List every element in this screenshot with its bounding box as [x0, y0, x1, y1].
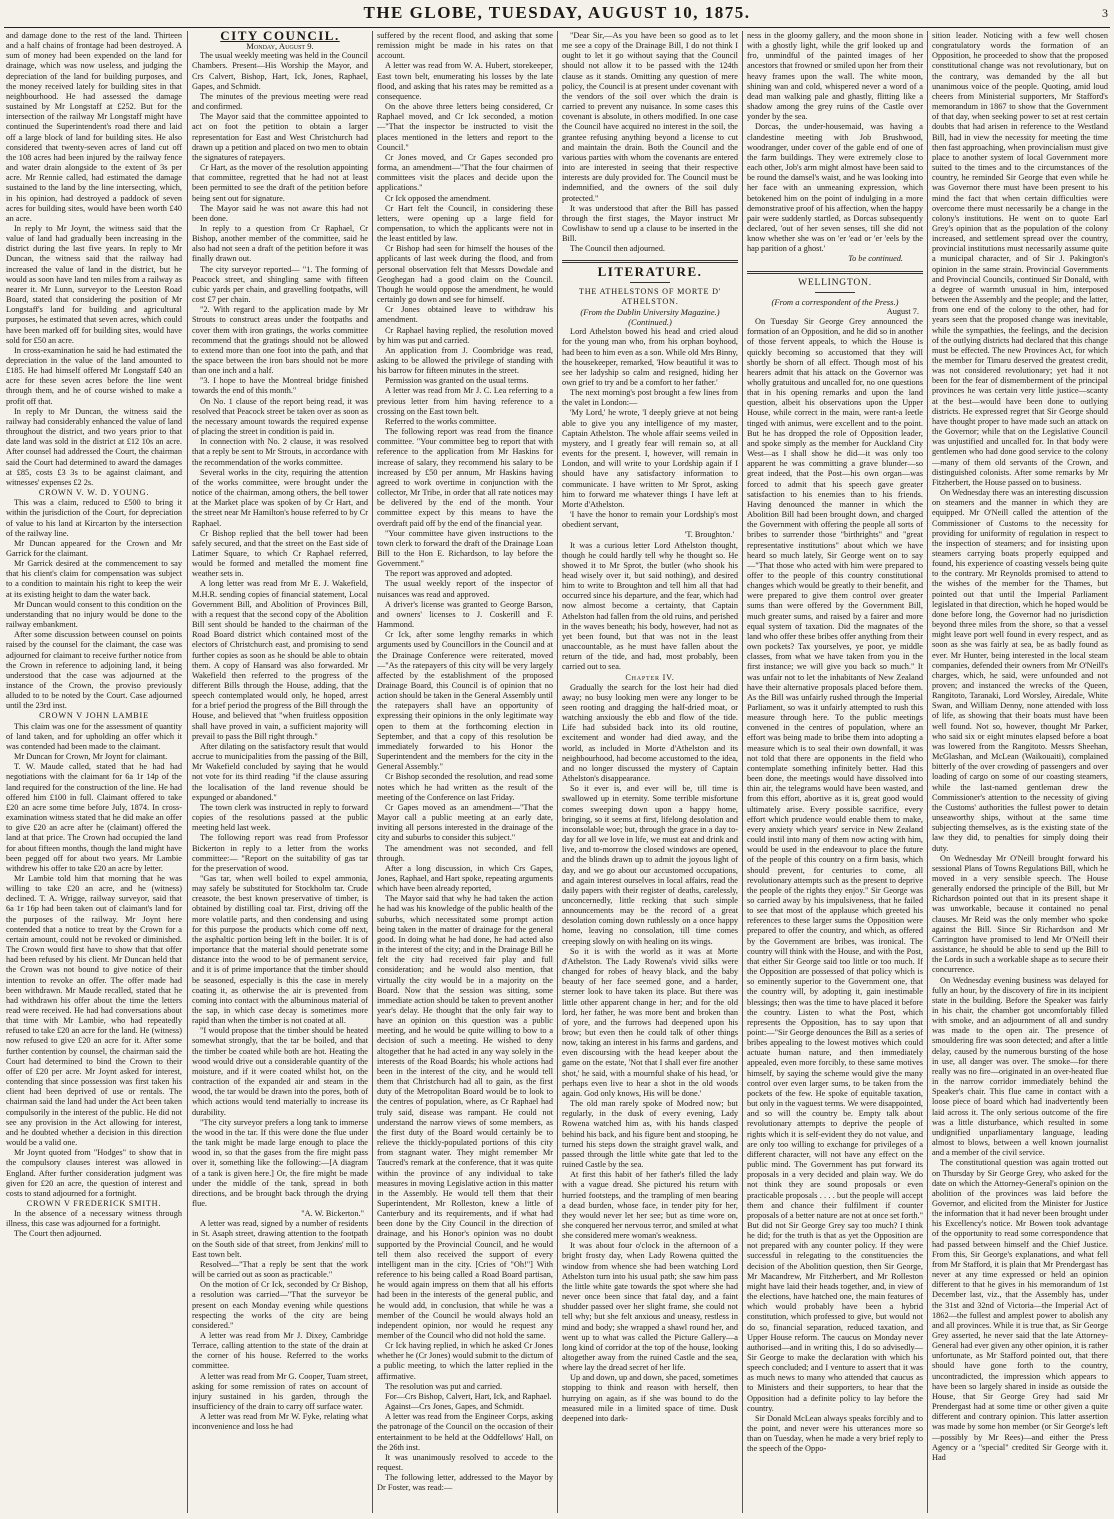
- section-heading: LITERATURE.: [597, 264, 703, 280]
- paragraph: "2. With regard to the application made by Mr Strouts to construct areas under the footpaths and cover them with iron gratings, the works committee recommend that the gratings should not be allowed to extend more than one foot into the path, and that the space between the iron bars should not be more than one inch and a half.: [192, 305, 368, 376]
- paragraph: So it ever is, and ever will be, till time is swallowed up in eternity. Some terrible misfortune comes sweeping down upon a happy home, bringing, so it seems at first, lifelong desolation and inconsolable woe; but, through the grace in a day to-day for all we love in life, we must eat and drink and live, and to-morrow the closed windows are opened, and the blinds drawn up to admit the joyous light of day, and we go about our accustomed occupations, and again interest ourselves in local affairs, read the daily papers with their register of deaths, carelessly, unconcernedly, little recking that such simple announcements may be the record of a great desolation coming down ruthlessly on a once happy home, leaving no consolation, till time comes creeping slowly on with healing on its wings.: [562, 784, 738, 946]
- paragraph: In cross-examination he said he had estimated the depreciation in the value of the land amounted to £185. He had himself offered Mr Longstaff £40 an acre for these seven acres before the line went through them, and he of course wished to make a profit off that.: [6, 345, 182, 406]
- paragraph: Cr Gapes moved as an amendment—"That the Mayor call a public meeting at an early date, inviting all persons interested in the drainage of the city and suburbs to consider this subject.": [377, 802, 553, 843]
- paragraph: The old man rarely spoke of Modred now; but regularly, in the dusk of every evening, Lady Rowena watched him as, with his hands clasped behind his back, and his figure bent and stooping, he turned his steps down the straight gravel walk, and passed through the little white gate that led to the ruined Castle by the sea.: [562, 1099, 738, 1170]
- paragraph: A letter was read from Mr W. Fyke, relating what inconvenience and loss he had: [192, 1412, 368, 1432]
- paragraph: In reply to Mr Duncan, the witness said the railway had considerably enhanced the value of land throughout the district, and two years prior to that date land was sold in the district at £12 10s an acre. After counsel had addressed the Court, the chairman said the Court had determined to award the damages at £85, costs £3 3s to be against claimant, and witnesses' expenses £2 2s.: [6, 406, 182, 487]
- paragraph: This was a claim, reduced to £500 to bring it within the jurisdiction of the Court, for depreciation of value to his land at Kircarton by the intersection of the railway line.: [6, 498, 182, 538]
- paragraph: On the above three letters being considered, Cr Raphael moved, and Cr Ick seconded, a motion—"That the inspector be instructed to visit the places mentioned in the letters and report to the Council.": [377, 102, 553, 152]
- paragraph: On Tuesday Sir George Grey announced the formation of an Opposition, and he did so in another of those fervent appeals, to which the House is quickly becoming so accustomed that they will shortly be shorn of all effect. Though most of his hearers admit that his attack on the Governor was wholly gratuitous and uncalled for, no one questions that in his opening remarks and upon the land question, albeit his observations upon the Upper House, while correct in the main, were rant-a leetle tinged with animus, were excellent and to the point. But he has dropped the role of Opposition leader, and spoke simply as the member for Auckland City West—as I shall show he did—it was only too apparent he was committing a grave blunder—so great indeed, that the Post—his own organ—was forced to admit that his speech gave greater satisfaction to his enemies than to his friends. Having denounced the manner in which the Abolition Bill had been brought down, and charged the Government with offering the people all sorts of bribes to surrender those "birthrights" and "great representative institutions" about which we have heard so much lately, Sir George went on to say—"That those who acted with him were prepared to offer to the people of this country constitutional changes which would be greatly to their benefit, and were prepared to give them control over greater sums than were offered by the Government Bill, much greater sums, and raised by a fairer and more equal system of taxation. Did the magnates of the land who offer these bribes offer anything from their own pockets? Tax yourselves, ye poor, ye middle classes, from what we have taken from you in the first instance; we will give you back so much." It was unfair not to let the inhabitants of New Zealand have their alternative proposals placed before them. As the Bill was unfairly rushed through the Imperial Parliament, so was it unfairly attempted to rush this measure through here. To the public meetings convened in the centres of population, where an effort was being made to bribe them into adopting a measure which is to seal their own downfall, it was not told that there are opponents in the field who contemplate something infinitely better. Had this been done, the meetings would have dissolved into thin air, the telegrams would have been wasted, and from this effort, abortive as it is, great good would ultimately arise. Every possible sacrifice, every effort which prudence would enable them to make, every anxiety which years' service in New Zealand could instil into many of them now acting with him, would be used in the endeavour to place the future of the people of this country on a firm basis, which should prevent, for centuries to come, all revolutionary attempts such as the present to deprive the people of the rights they enjoy." Sir George was so carried away by his impulsiveness, that he failed to see that most of the applause which greeted his references to these larger sums the Opposition were prepared to offer the country, and which, as offered by the Government are bribes, was ironical. The country will think with the House, and with the Post, that either Sir George said too little or too much. If the Opposition are possessed of that policy which is so eminently superior to the Government one, that the country will, by adopting it, gain inestimable blessings; then was the time to have placed it before the country. Listen to what the Post, which represents the Opposition, has to say upon that point:—"Sir George denounces the Bill as a series of bribes appealing to the lowest motives which could actuate human nature, and then immediately appealed, even more forcibly, to these same motives himself, by saying the scheme would give the many control over even larger sums, to be taken from the pockets of the few. He spoke of equitable taxation, but only in the vaguest terms. We were disappointed, and so will the country be. Empty talk about revolutionary attempts to deprive the people of rights which it is self-evident they do not value, and are only too willing to exchange for privileges of a different character, will not have any effect on the public mind. The Government has put forward its proposals in a very decided and plain way. We do not think they are sound proposals or even practicable proposals . . . . but the people will accept them and chance their fulfilment if counter proposals of a better nature are not at once set forth." But did not Sir George Grey say too much? I think he did; for the truth is that as yet the Opposition are not prepared with any counter policy. If they were successful in relegating to the constituencies the decision of the Abolition question, then Sir George, Mr Macandrew, Mr Fitzherbert, and Mr Rolleston might have laid their heads together, and, in view of the elections, have hatched one, the main features of which would probably have been a hybrid constitution, which professed to give, but would not do so, financial separation, reduced taxation, and Upper House reform. The caucus on Monday never authorised—and in writing this, I do so advisedly—Sir George to make the declaration with which his speech concluded; and I venture to assert that it was as much news to many who attended that caucus as to Ministers and their supporters, to hear that the Opposition had a definite policy to lay before the country.: [747, 317, 923, 1413]
- paragraph: It was a curious letter Lord Athelston thought, though he could hardly tell why he thought so. He showed it to Mr Sprot, the butler (who shook his head wisely over it, but said nothing), and desired him to write to Broughton and tell him all that had occurred since his departure, and the fear, which had now almost become a certainty, that Captain Athelston had fallen from the old ruins, and perished in the waves beneath; his body, however, had not as yet been found, but that was not in the least unaccountable, as he must have fallen about the return of the tide, and had, most probably, been carried out to sea.: [562, 540, 738, 672]
- paragraph: A letter was read from Mr J. C. Lea referring to a previous letter from him having reference to a crossing on the East town belt.: [377, 386, 553, 416]
- paragraph: The resolution was put and carried.: [385, 1381, 503, 1391]
- paragraph: "I would propose that the timber should be heated somewhat strongly, that the tar be boiled, and that the timber be coated while both are hot. Heating the wood would drive out a considerable quantity of the moisture, and if it were coated whilst hot, on the contraction of the expanded air and steam in the wood, the tar would be drawn into the pores, both of which actions would tend materially to increase its durability.: [192, 1026, 368, 1117]
- column-6: [932, 31, 1108, 1513]
- paragraph: Lord Athelston bowed his head and cried aloud for the young man who, from his orphan boyhood, had been to him even as a son. While old Mrs Binny, the housekeeper, remarked, 'How beautiful it was to see her ladyship so calm and resigned, hiding her own grief to try and be a comfort to her father.': [562, 327, 738, 387]
- paragraph: sition leader. Noticing with a few well chosen congratulatory words the formation of an Opposition, he proceeded to show that the proposed constitutional change was not revolutionary, but on the contrary, was demanded by the all but unanimous voice of the people. Quoting, amid loud cheers from Ministerial supporters, Mr Stafford's memorandum in 1867 to show that the Government of that day, when seeking power to set at rest certain doubts that had arisen in reference to the Westland Bill, had in view the necessity for meeting the time then fast approaching, when provincialism must give place to another system of local Government more suited to the times and to the circumstances of the country, he reminded Sir George that even while he was Governor there must have been present to his mind the fact that when certain difficulties were overcome there must necessarily be a change in the colony's institutions. He went on to quote Earl Grey's opinion that as the population of the colony increased, and settlement spread over the country, provincial institutions must necessarily assume quite a municipal character, and of Sir J. Pakington's opinion in the same strain. Provincial Governments and Provincial Councils, continued Sir Donald, with a degree of warmth unusual in him, interposed between the Assembly and the people; and the latter, from one end of the colony to the other, had for years seen that the proposed change was inevitable, while the sympathies, the feelings, and the decision of the outlying districts had declared that this change must be effected. The new Provinces Act, for which the member for Timaru deserved the greatest credit, was not considered revolutionary; yet had it not been for the fear of dismemberment of the principal provinces he was certain very little justice—scanty at the best—would have been done to outlying districts. He expressed regret that Sir George should have thought proper to have made such an attack on the Governor; while that on the Legislative Council was unjustified and uncalled for. In that body were gentlemen who had done good service to the colony—many of them old servants of the Crown, and distinguished colonists. After some remarks by Mr Fitzherbert, the House passed on to business.: [932, 31, 1108, 487]
- paragraph: Permission was granted on the usual terms.: [385, 376, 529, 386]
- masthead-rule: [4, 27, 1110, 28]
- short-rule: [630, 282, 670, 283]
- paragraph: Cr Bishop replied that the bell tower had been safely secured, and that the street on the East side of Latimer Square, to which Cr Raphael referred, would be formed and metalled the moment fine weather sets in.: [192, 528, 368, 579]
- paragraph: So it is with the world as it was at Morte d'Athelston. The Lady Rowena's vivid silks were changed for robes of heavy black, and the baby beauty of her face seemed gone, and a harder, sterner look to have taken its place. But there was little other apparent change in her; and for the old lord, her father, he was more bent and broken than of yore, and the furrows had deepened upon his brow; but even then he could talk of other things now, taking an interest in his farms and gardens, and even discoursing with the head keeper about the game on the estate, 'Not that I shall ever fire another shot,' he said, with a mournful shake of his head, 'or perhaps even live to hear a shot in the old woods again. God only knows, His will be done.': [562, 946, 738, 1098]
- short-rule: [815, 292, 855, 293]
- paragraph: T. W. Maude called, stated that he had had negotiations with the claimant for 6a 1r 14p of the land required for the construction of the line. He had offered him £100 in full. Claimant offered to take £20 an acre some time before July, 1874. In cross-examination witness stated that he did make an offer to give £20 an acre after he (claimant) offered the land at that price. The Crown had occupied the land for about fifteen months, though the land might have been pegged off for about two years. Mr Lambie withdrew his offer to take £20 an acre by letter.: [6, 762, 182, 873]
- paragraph: The report was approved and adopted.: [385, 569, 513, 579]
- paragraph: It was about four o'clock in the afternoon of a bright frosty day, when Lady Rowena quitted the window from whence she had been watching Lord Athelston turn into his usual path; she saw him pass the little white gate towards the spot where she had never once been since that fatal day, and a faint shudder passed over her slight frame, she could not tell why; but she felt anxious and uneasy, restless in mind and body; she wrapped a shawl round her, and went up to what was called the Picture Gallery—a long kind of corridor at the top of the house, looking altogether away from the ruined Castle and the sea, where lay the dread secret of her life.: [562, 1241, 738, 1373]
- paragraph: Mr Garrick desired at the commencement to say that his client's claim for compensation was subject to a condition to maintain his right to keep the weir at its existing height to dam the water back.: [6, 559, 182, 599]
- paragraph: Gradually the search for the lost heir had died away; no busy looking men were any longer to be seen rooting and dragging the half-dried moat, or watching anxiously the ebb and flow of the tide. Life had subsided back into its old routine, excitement and wonder had died away, and the world, as included in Morte d'Athelston and its neighbourhood, had become accustomed to the idea, and no longer discussed the mystery of Captain Athelston's disappearance.: [562, 682, 738, 784]
- paragraph: Cr Ick opposed the amendment.: [385, 193, 491, 203]
- column-4: [562, 31, 738, 1513]
- chapter-heading: Chapter IV.: [625, 672, 675, 682]
- paragraph: Referred to the works committee.: [385, 416, 497, 426]
- paragraph: In reply to a question from Cr Raphael, Cr Bishop, another member of the committee, said he also had not seen a draft of the petition before it was finally drawn out.: [192, 223, 368, 264]
- column-divider: [927, 31, 928, 1513]
- section-heading: CITY COUNCIL.: [220, 31, 340, 43]
- paragraph: On No. 1 clause of the report being read, it was resolved that Peacock street be taken over as soon as the necessary amount towards the required expense of placing the street in condition is paid in.: [192, 396, 368, 437]
- paragraph: Cr Raphael having replied, the resolution moved by him was put and carried.: [377, 325, 553, 345]
- paragraph: 'I have the honor to remain your Lordship's most obedient servant,: [562, 510, 738, 530]
- column-divider: [742, 31, 743, 1513]
- paragraph: A letter was read, signed by a number of residents in St. Asaph street, drawing attention to the footpath on the South side of that street, from Jenkins' mill to East town belt.: [192, 1219, 368, 1259]
- paragraph: Cr Ick, after some lengthy remarks in which arguments used by Councillors in the Council and at the Drainage Conference were reiterated, moved—"As the ratepayers of this city will be very largely affected by the establishment of the proposed Drainage Board, this Council is of opinion that no action should be taken in the General Assembly until the ratepayers shall have an opportunity of expressing their opinions in the only legitimate way open to them at the forthcoming election in September, and that a copy of this resolution be immediately forwarded to his Honor the Superintendent and the members for the city in the General Assembly.": [377, 630, 553, 772]
- paragraph: This claim was one for the assessment of quantity of land taken, and for upholding an offer which it was contended had been made to the claimant.: [6, 721, 182, 751]
- paragraph: The amendment was not seconded, and fell through.: [377, 843, 553, 863]
- paragraph: Up and down, up and down, she paced, sometimes stopping to think and reason with herself, then hurrying on again, as if she was bound to do the measured mile in a limited space of time. Dusk deepened into dark-: [562, 1373, 738, 1423]
- signature: 'T. Broughton.': [684, 530, 734, 540]
- paragraph: At first this habit of her father's filled the lady with a vague dread. She pictured his return with hurried footsteps, and the trampling of men bearing a dead burden, whose face, in tender pity for her, they would never let her see; but as time wore on, she conquered her nervous terror, and smiled at what she considered mere woman's weakness.: [562, 1170, 738, 1241]
- paragraph: Against—Crs Jones, Gapes, and Schmidt.: [385, 1402, 524, 1412]
- dateline: August 7.: [886, 306, 919, 316]
- story-source: (From a correspondent of the Press.): [771, 296, 899, 307]
- column-5: [747, 31, 923, 1513]
- paragraph: 'My Lord,' he wrote, 'I deeply grieve at not being able to give you any intelligence of my master, Captain Athelston. The whole affair seems veiled in mystery, and I greatly fear will remain so, at all events for the present. I, however, will remain in London, and will write to your Lordship again if I should have any satisfactory information to communicate. I have written to Mr Sprot, asking him to forward me whatever things I have left at Morte d'Athelston.: [562, 408, 738, 509]
- paragraph: "Your committee have given instructions to the town clerk to forward the draft of the Drainage Loan Bill to the Hon E. Richardson, to lay before the Government.": [377, 528, 553, 569]
- paragraph: The following report was read from the finance committee. "Your committee beg to report that with reference to the application from Mr Haskins for increase of salary, they recommend his salary to be increased by £50 per annum, Mr Haskins having agreed to work overtime in conjunction with the collector, Mr Tribe, in order that all rate notices may be delivered by the end of the month. Your committee expect by this means to have the overdraft paid off by the end of the financial year.: [377, 427, 553, 528]
- paragraph: Cr Hart felt the Council, in considering these letters, were opening up a large field for compensation, to which the applicants were not in the least entitled by law.: [377, 203, 553, 244]
- paragraph: The usual weekly report of the inspector of nuisances was read and approved.: [377, 579, 553, 599]
- page-number: 3: [1102, 6, 1108, 20]
- column-divider: [372, 31, 373, 1513]
- case-heading: CROWN V. W. D. YOUNG.: [38, 488, 150, 498]
- paragraph: In connection with No. 2 clause, it was resolved that a reply be sent to Mr Strouts, in accordance with the recommendation of the works committee.: [192, 437, 368, 467]
- paragraph: After a long discussion, in which Crs Gapes, Jones, Raphael, and Hart spoke, repeating arguments which have been already reported,: [377, 863, 553, 894]
- column-1: [6, 31, 182, 1513]
- paragraph: The next morning's post brought a few lines from the valet in London:—: [562, 388, 738, 408]
- paragraph: A long letter was read from Mr E. J. Wakefield, M.H.R. sending copies of financial statement, Local Government Bill, and Abolition of Provinces Bill, with a request that the second copy of the Abolition Bill sent should be handed to the chairman of the Road Board district which contained most of the electors of Christchurch east, and promising to send further copies as soon as he should be able to obtain them. A copy of Hansard was also forwarded. Mr Wakefield then referred to the progress of the different Bills through the House, adding, that the speech contemplated would only, he hoped, arrest for a brief period the progress of the Bill through the House, and believed that "when fruitless opposition shall have proved in vain, a sufficient majority will prevail to pass the Bill right through.": [192, 579, 368, 741]
- paragraph: On Wednesday there was an interesting discussion on steamers and the manner in which they are equipped. Mr O'Neill called the attention of the Commissioner of Customs to the necessity for providing for uniformity of regulation in respect to the inspection of steamers; and for insisting upon steamers carrying boats properly equipped and found, his experience of coasting vessels being quite to the contrary. Mr Reynolds promised to attend to the wishes of the member for the Thames, but pointed out that until the Imperial Parliament legislated in that direction, which he hoped would be done before long, the Governor had no jurisdiction beyond three miles from the shore, so that a vessel might leave port well found in every respect, and as soon as she was fairly at sea, be as badly found as ever. Mr Hunter, being interested in the local steam companies, defended their owners from Mr O'Neill's charges, which, he said, were unfounded and not proven; and instanced the wrecks of the Queen, Rangitoto, Taranaki, Lord Worsley, Airedale, White Swan, and William Denny, none attended with loss of life, as showing that their boats must have been well found. Not so, however, thought Mr Parker, who said six or eight minutes elapsed before a boat was lowered from the Rangitoto. Messrs Sheehan, McGlashan, and McLean (Waikouaiti), complained bitterly of the over crowding of passengers and over loading of cargo on some of our coasting steamers, while the last-named gentleman drew the Commissioner's attention to the necessity of giving the Customs' authorities the fullest power to detain unseaworthy ships, without at the same time subjecting themselves, as is the existing state of the law they did, to penalties for simply doing their duty.: [932, 488, 1108, 853]
- signature: "A. W. Bickerton.": [301, 1209, 364, 1219]
- paragraph: A letter was read from the Engineer Corps, asking the patronage of the Council on the occasion of their entertainment to be held at the Oddfellows' Hall, on the 26th inst.: [377, 1412, 553, 1452]
- to-be-continued: To be continued.: [848, 254, 903, 264]
- paragraph: Cr Hart, as the mover of the resolution appointing that committee, regretted that he had not at least been permitted to see the draft of the petition before being sent out for signature.: [192, 163, 368, 203]
- paragraph: The Mayor said that why he had taken the action he had was his knowledge of the public health of the suburbs, which necessitated some prompt action being taken in the matter of drainage for the general good. In doing what he had done, he had acted also in the interest of the city; and in the Drainage Bill he felt the city had received fair play and full consideration; and he would also mention, that virtually the city would be in a majority on the Board. Now that the session was sitting, some immediate action should be taken to prevent another year's delay. He thought that the only fair way to have an opinion on this question was a public meeting, and he would be quite willing to bow to a decision of such a meeting. He wished to deny altogether that he had acted in any way solely in the interests of the Road Boards; his whole actions had been in the interest of the city, and he would tell them that Christchurch had all to gain, as the first duty of the Metropolitan Board would be to look to the centres of population, where, as Cr Raphael had truly said, disease was rampant. He could not understand the narrow views of some members, as the first duty of the Board would certainly be to relieve the thickly-populated portions of this city from stagnant water. They might remember Mr Taucred's remark at the conference, that it was quite within the province of any individual to take measures in moving Legislative action in this matter in the Assembly. He would tell them that their Superintendent, Mr Rolleston, knew a little of Canterbury and its requirements, and if what had been done by the City Council in the direction of drainage, and his Honor's opinion was no doubt supported by the Provincial Council, and he would tell them also received the support of every intelligent man in the city. [Cries of "Oh!"] With reference to his being called a Road Board partisan, he would again impress on them that all his efforts had been in the interests of the general public, and he would add, in conclusion, that while he was a member of the Council he would always hold an independent opinion, nor would he request any member of the Council who did not hold the same.: [377, 894, 553, 1340]
- paragraph: Cr Ick having replied, in which he asked Cr Jones whether he (Cr Jones) would submit to the dictum of a public meeting, to which the latter replied in the affirmative.: [377, 1341, 553, 1381]
- paragraph: An application from J. Coombridge was read, asking to be allowed the privilege of standing with his barrow for fifteen minutes in the street.: [377, 345, 553, 376]
- column-2: [192, 31, 368, 1513]
- paragraph: and damage done to the rest of the land. Thirteen and a half chains of frontage had been destroyed. A sum of money had been expended on the land for drainage, which was now useless, and judging the depreciation of the land for building purposes, and the money received lately for building sites in that neighbourhood. He had assessed the damage sustained by Mr Longstaff at £252. But for the intersection of the railway Mr Longstaff might have continued the Superintendent's road there and laid off a large block of land for building sites. He also considered that twenty-seven acres of land cut off the 108 acres had been injured by the railway fence and water drain alongside to the extent of 3s per acre. Mr Rennie called, had estimated the damage sustained to the land by the line intersecting, which, in his opinion, had destroyed a paddock of seven acres for building sites, would have been worth £40 an acre.: [6, 31, 182, 223]
- paragraph: A driver's license was granted to George Barson, and owners' licenses to J. Coskerill and F. Hammond.: [377, 599, 553, 630]
- paragraph: The Council then adjourned.: [570, 244, 665, 254]
- paragraph: Resolved—"That a reply be sent that the work will be carried out as soon as practicable.": [192, 1259, 368, 1280]
- column-3: [377, 31, 553, 1513]
- paragraph: Mr Duncan appeared for the Crown and Mr Garrick for the claimant.: [6, 538, 182, 558]
- paragraph: "Gas tar, when well boiled to expel ammonia, may safely be substituted for Stockholm tar. Crude creasote, the best known preservative of timber, is obtained by distilling coal tar. First, driving off the more volatile parts, and then condensing and using for this purpose the products which come off next, the asphaltic portion being left in the boiler. It is of importance that the material should penetrate some distance into the wood to be of permanent service, and it is of prime importance that the timber should be seasoned, especially is this the case in merely coating it, as otherwise the air is prevented from coming into contact with the albuminous material of the sap, in which case decay is sometimes more rapid than when the timber is not coated at all.: [192, 873, 368, 1026]
- paragraph: For—Crs Bishop, Calvert, Hart, Ick, and Raphael.: [385, 1391, 552, 1401]
- paragraph: The constitutional question was again trotted out on Thursday by Sir George Grey, who asked for the date on which the Attorney-General's opinion on the abolition of the provinces was laid before the Governor, and elicited from the Minister for Justice the information that it had never been brought under his Excellency's notice. Mr Bowen took advantage of the opportunity to read some correspondence that had passed between himself and the Chief Justice. From this, Sir George's explanations, and what fell from Mr Stafford, it is plain that Mr Prendergast has never at any time expressed or held an opinion different to that he gives in his memorandum of 1st December last, viz., that the Assembly has, under the 31st and 32nd of Victoria—the Imperial Act of 1862—the fullest and amplest power to abolish any and all provinces. While it is true that, as Sir George Grey asserted, he never said that the late Attorney-General had ever given any other opinion, it is rather unfortunate, as Mr Stafford pointed out, that there should have gone forth to the country, uncontradicted, the impression which appears to have been so largely shared in inside as outside the House, that Sir George Grey had said Mr Prendergast had at some time or other given a quite different and contrary opinion. This latter assertion was made by some hon member (or Sir George's left—possibly by Mr Rees)—and either the Press Agency or a "special" credited Sir George with it. Had: [932, 1158, 1108, 1462]
- paragraph: It was understood that after the Bill has passed through the first stages, the Mayor instruct Mr Cowlishaw to send up a clause to be inserted in the Bill.: [562, 203, 738, 244]
- paragraph: Dorcas, the under-housemaid, was having a clandestine meeting with Job Brushwood, woodranger, under cover of the gable end of one of the farm buildings. They were extremely close to each other, Job's arm might almost have been said to be round the damsel's waist, and he was looking into her face with an unmeaning expression, which betokened him on the point of indulging in a more demonstrative proof of his affection, when the happy pair were suddenly startled, as Dorcas subsequently declared, 'out of her seven senses, till she did not know whether she was on 'er 'ead or 'er 'eels by the hap parition of a ghost.': [747, 122, 923, 254]
- paragraph: In reply to Mr Joynt, the witness said that the value of land had gradually been increasing in the district during the last five years. In reply to Mr Duncan, the witness said that the railway had increased the value of land in the district, but he would as soon have land ten miles from a railway as nearer it. Mr Lunn, surveyor to the Leeston Road Board, stated that considering the position of Mr Longstaff's land for building and agricultural purposes, he estimated that seven acres, which could have been marked off for building sites, would have sold for £50 an acre.: [6, 223, 182, 345]
- column-divider: [187, 31, 188, 1513]
- story-title: THE ATHELSTONS OF MORTE D' ATHELSTON.: [578, 286, 722, 306]
- paragraph: A letter was read from Mr G. Cooper, Tuam street, asking for some remission of rates on account of injury sustained in his garden, through the insufficiency of the drain to carry off surface water.: [192, 1371, 368, 1412]
- dateline: Monday, August 9.: [246, 41, 314, 52]
- paragraph: Cr Bishop had seen for himself the houses of the applicants of last week during the flood, and from personal observation felt that Messrs Dowdale and Geoghegan had a good claim on the Council. Though he would oppose the amendment, he would certainly go down and see for himself.: [377, 244, 553, 305]
- paragraph: On the motion of Cr Ick, seconded by Cr Bishop, a resolution was carried—"That the surveyor be present on each Monday evening while questions respecting the works of the city are being considered.": [192, 1280, 368, 1330]
- paragraph: Cr Jones moved, and Cr Gapes seconded pro forma, an amendment—"That the four chairmen of committees visit the places and decide upon the applications.": [377, 152, 553, 193]
- section-rule: [562, 260, 738, 263]
- paragraph: After dilating on the satisfactory result that would accrue to municipalities from the passing of the Bill, Mr Wakefield concluded by saying that he would not vote for its third reading "if the clause assuring the localisation of the land revenue should be expunged or abandoned.": [192, 741, 368, 802]
- paragraph: The following letter, addressed to the Mayor by Dr Foster, was read:—: [377, 1473, 553, 1493]
- paragraph: Mr Joynt quoted from "Hodges" to show that in the compulsory clauses interest was allowed in England. After further consideration judgment was given for £20 an acre, the question of interest and costs to stand adjourned for a fortnight.: [6, 1148, 182, 1198]
- case-heading: CROWN V FREDERICK SMITH.: [26, 1198, 162, 1208]
- paragraph: In the absence of a necessary witness through illness, this case was adjourned for a fortnight.: [6, 1209, 182, 1229]
- paragraph: Cr Jones obtained leave to withdraw his amendment.: [377, 305, 553, 325]
- paragraph: The Court then adjourned.: [14, 1229, 102, 1239]
- paragraph: The usual weekly meeting was held in the Council Chambers. Present—His Worship the Mayor, and Crs Calvert, Bishop, Hart, Ick, Jones, Raphael, Gapes, and Schmidt.: [192, 51, 368, 91]
- paragraph: Mr Duncan would consent to this condition on the understanding that no injury would be done to the railway embankment.: [6, 599, 182, 630]
- section-heading: WELLINGTON.: [798, 277, 872, 288]
- paragraph: Several works in the city, requiring the attention of the works committee, were brought under the notice of the chairman, among others, the bell tower at the Market place was spoken of by Cr Hart, and the street near Mr Hamilton's house referred to by Cr Raphael.: [192, 467, 368, 528]
- paragraph: Mr Duncan for Crown, Mr Joynt for claimant.: [14, 752, 168, 762]
- paragraph: The city surveyor reported— "1. The forming of Peacock street, and shingling same with fifteen cubic yards per chain, and gravelling footpaths, will cost £7 per chain.: [192, 264, 368, 305]
- story-source: (From the Dublin University Magazine.): [580, 306, 720, 317]
- paragraph: A letter was read from Mr J. Dixey, Cambridge Terrace, calling attention to the state of the drain at the corner of his house. Referred to the works committee.: [192, 1331, 368, 1371]
- paragraph: Mr Lambie told him that morning that he was willing to take £20 an acre, and he (witness) declined. T. A. Wrigge, railway surveyor, said that 6a 1r 16p had been taken out of claimant's land for the purposes of the railway. Mr Joynt here contended that a notice to treat by the Crown for a certain amount, could not be revoked or diminished. The Crown would first have to show that that offer had been refused by his client. Mr Duncan held that the Crown was not bound to give notice of their intention to revoke an offer. The offer made had been withdrawn. Mr Maude recalled, stated that he had withdrawn his offer about the time the letters read were received. He had had conversations about that time with Mr Lambie, who had repeatedly refused to take £20 an acre for the land. He (witness) now refused to give £20 an acre for it. After some further contention by counsel, the chairman said the Court had determined to bind the Crown to their offer of £20 per acre. Mr Joynt asked for interest, contending that since possession was first taken his client had been deprived of use or rentals. The chairman said the land had under the Act been taken compulsorily in the interest of the public. He did not see any provision in the Act allowing for interest, and he doubted whether a decision in this direction would be a valid one.: [6, 873, 182, 1148]
- case-heading: CROWN V JOHN LAMBIE: [39, 711, 149, 721]
- paragraph: Sir Donald McLean always speaks forcibly and to the point, and never were his utterances more so than on Tuesday, when he made a very brief reply to the speech of the Oppo-: [747, 1413, 923, 1454]
- section-rule: [747, 271, 923, 274]
- story-continued: (Continued.): [628, 317, 672, 328]
- paragraph: It was unanimously resolved to accede to the request.: [377, 1452, 553, 1473]
- paragraph: After some discussion between counsel on points raised by the counsel for the claimant, the case was adjourned for claimant to receive further notice from the Crown in reference to adjoining land, it being understood that the case was adjourned at the instance of the Crown, the proviso previously alluded to to be noted by the Court. Case adjourned until the 23rd inst.: [6, 630, 182, 711]
- paragraph: "Dear Sir,—As you have been so good as to let me see a copy of the Drainage Bill, I do not think I ought to let it go without saying that the Council should not allow it to be passed with the 124th clause as it stands. Omitting any question of mere policy, the Council is at present under covenant with the vendors of the soil over which the drain is carried to prevent any nuisance. In some cases this covenant is absolute, in others modified. In one case the Council have acquired no interest in the soil, the grantee refusing anything beyond a license to cut and maintain the drain. Both the Council and the various parties with whom the covenants are entered into are interested in seeing that their respective interests are duly provided for. The Council must be indemnified, and the owners of the soil duly protected.": [562, 31, 738, 203]
- column-divider: [557, 31, 558, 1513]
- masthead-title: THE GLOBE, TUESDAY, AUGUST 10, 1875.: [363, 3, 751, 22]
- paragraph: The Mayor said he was not aware this had not been done.: [192, 203, 368, 223]
- paragraph: The Mayor said that the committee appointed to act on foot the petition to obtain a larger representation for East and West Christchurch had drawn up a petition and placed on two men to obtain the signatures of ratepayers.: [192, 112, 368, 162]
- paragraph: suffered by the recent flood, and asking that some remission might be made in his rates on that account.: [377, 31, 553, 61]
- paragraph: "3. I hope to have the Montreal bridge finished towards the end of this month.": [192, 376, 368, 396]
- paragraph: On Wednesday Mr O'Neill brought forward his sessional Plans of Towns Regulations Bill, which he moved in a very sensible speech. The House generally endorsed the principle of the Bill, but Mr Richardson pointed out that in its present shape it was unworkable, because it contained no penal clauses. Mr Reid was the only member who spoke against the Bill. Since Sir Richardson and Mr Carrington have promised to lend Mr O'Neill their assistance, he should be able to send up the Bill to the Lords in such a workable shape as to secure their concurrence.: [932, 853, 1108, 975]
- paragraph: A letter was read from W. A. Hubert, storekeeper, East town belt, enumerating his losses by the late flood, and asking that his rates may be remitted as a consequence.: [377, 61, 553, 101]
- paragraph: ness in the gloomy gallery, and the moon shone in with a ghostly light, while the grif looked up and fro, unmindful of the painted images of her ancestors that frowned or smiled upon her from their heavy frames upon the wall. The white moon, shining wan and cold, whispered never a word of a dead man walking pale and ghastly, flitting like a shadow among the grey ruins of the Castle over yonder by the sea.: [747, 31, 923, 122]
- paragraph: The minutes of the previous meeting were read and confirmed.: [192, 91, 368, 112]
- paragraph: Cr Bishop seconded the resolution, and read some notes which he had written as the result of the meeting of the Conference on last Friday.: [377, 772, 553, 802]
- paragraph: On Wednesday evening business was delayed for fully an hour, by the discovery of fire in its incipient state in the building. Before the Speaker was fairly in his chair, the chamber got uncomfortably filled with smoke, and an adjournment of all and sundry was made to the open air. The presence of smouldering fire was soon detected; and after a little delay, caused by the numerous bursting of the hose in use, all danger was over. The smoke—for there really was no fire—originated in an over-heated flue in the narrow corridor immediately behind the Speaker's chair. This flue came in contact with a loose piece of board which had inadvertently been laid across it. The only serious outcome of the fire was a little disturbance, which resulted in some undignified unparliamentary language, leading almost to blows, between a well known journalist and a member of the civil service.: [932, 975, 1108, 1158]
- paragraph: "The city surveyor prefers a long tank to immerse the wood in the tar. If this were done the flue under the tank might be made large enough to place the wood in, so that the gases from the fire might pass over it, something like the following:—[A diagram of a tank is given here.] Or, the fire might be made under the middle of the tank, spread in both directions, and be brought back through the drying flue.: [192, 1117, 368, 1208]
- paragraph: The town clerk was instructed in reply to forward copies of the resolutions passed at the public meeting held last week.: [192, 802, 368, 833]
- paragraph: The following report was read from Professor Bickerton in reply to a letter from the works committee:— "Report on the suitability of gas tar for the preservation of wood.: [192, 833, 368, 873]
